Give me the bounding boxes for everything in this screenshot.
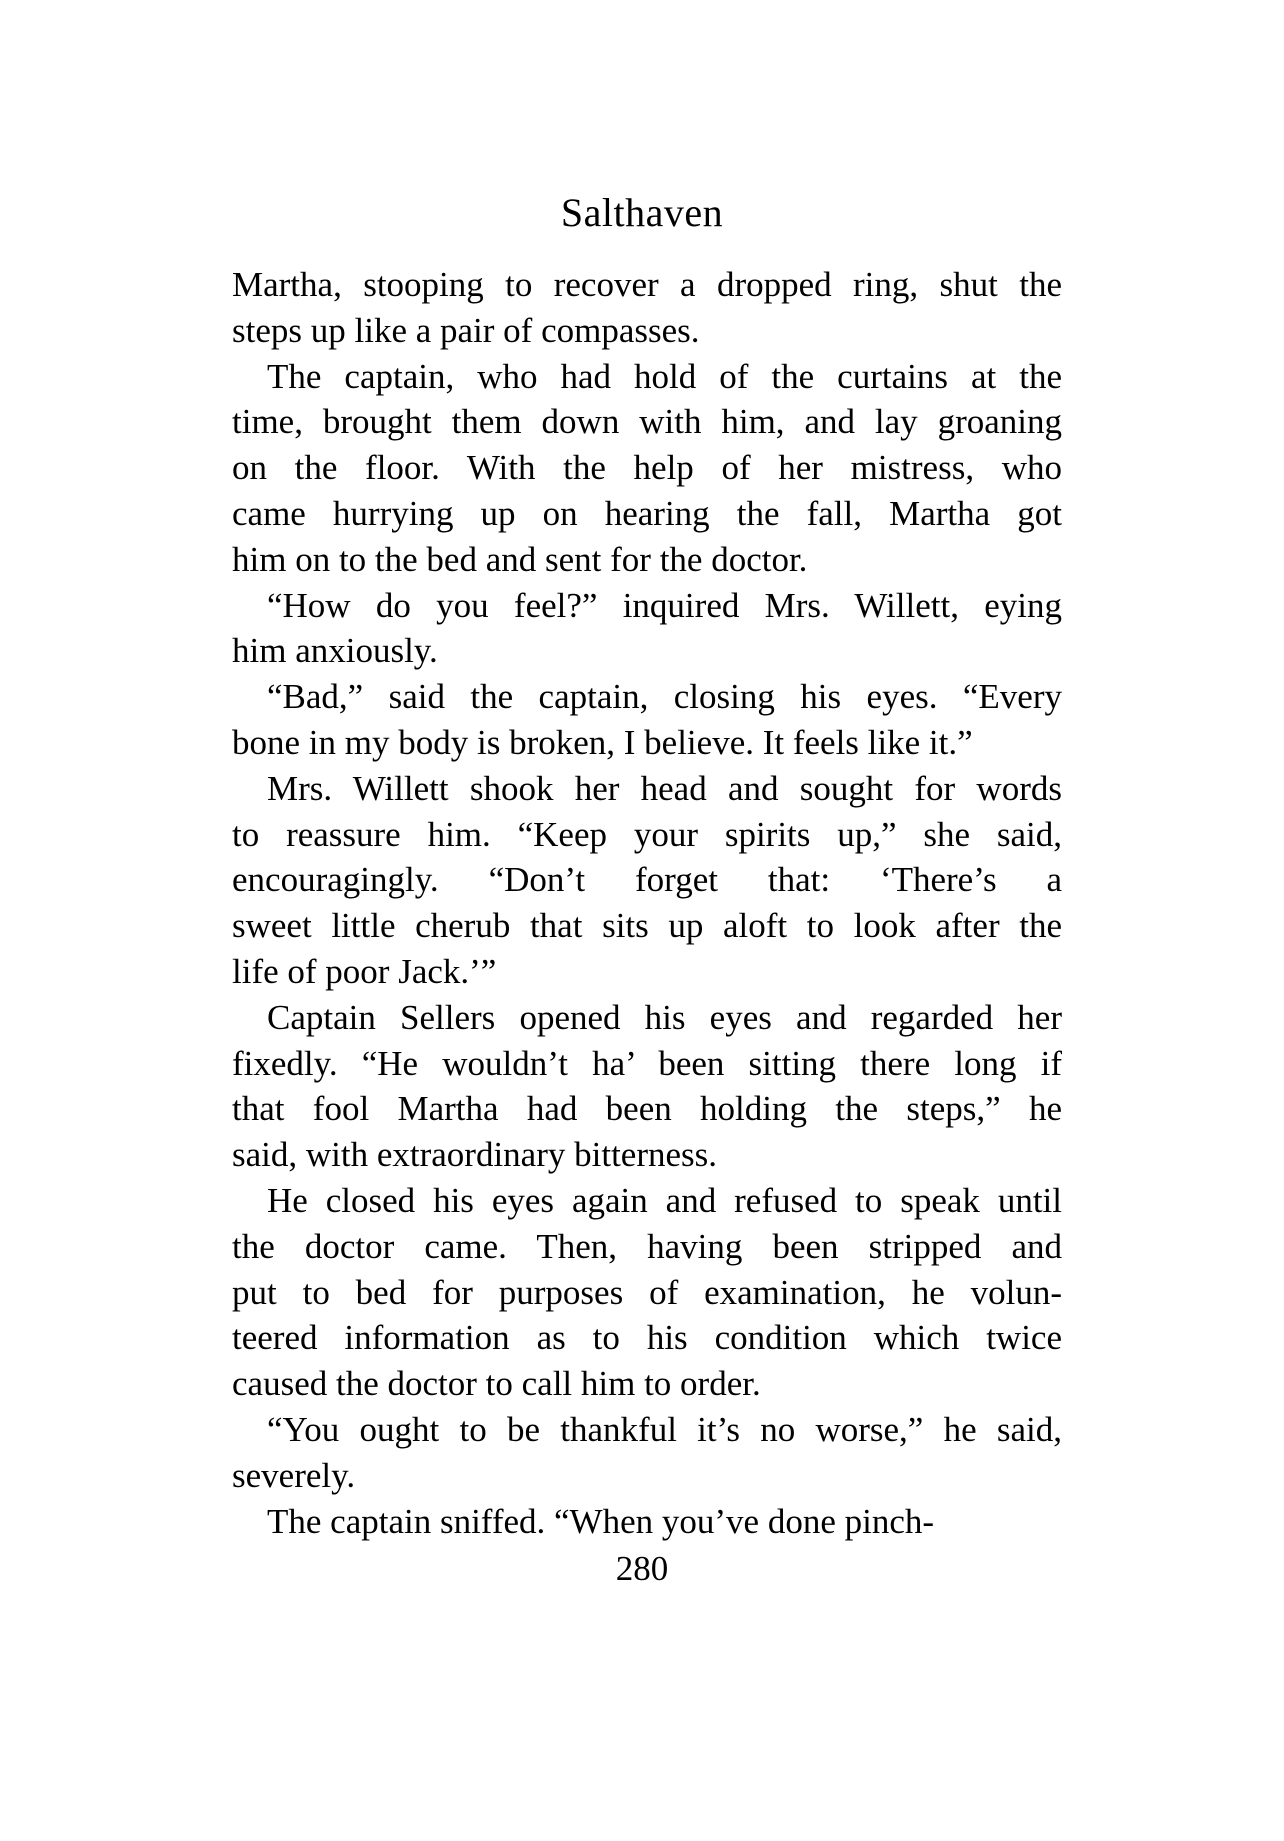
text-line: The captain, who had hold of the curtains at the bbox=[267, 356, 1062, 396]
text-line: the doctor came. Then, having been stripped and bbox=[232, 1226, 1062, 1266]
text-line: him on to the bed and sent for the doctor. bbox=[232, 539, 808, 579]
text-line: time, brought them down with him, and lay groaning bbox=[232, 402, 1062, 442]
text-line: severely. bbox=[232, 1455, 356, 1495]
text-line: “You ought to be thankful it’s no worse,” he said, bbox=[267, 1409, 1062, 1449]
body-text bbox=[232, 262, 1062, 1544]
text-line: on the floor. With the help of her mistress, who bbox=[232, 448, 1062, 488]
text-line: “Bad,” said the captain, closing his eyes. “Every bbox=[267, 677, 1062, 717]
text-line: teered information as to his condition which twice bbox=[232, 1318, 1062, 1358]
text-line: fixedly. “He wouldn’t ha’ been sitting there long if bbox=[232, 1043, 1062, 1083]
paragraph bbox=[232, 674, 1062, 766]
text-line: The captain sniffed. “When you’ve done pinch- bbox=[267, 1501, 935, 1541]
paragraph bbox=[232, 583, 1062, 675]
text-line: encouragingly. “Don’t forget that: ‘There’s a bbox=[232, 860, 1062, 900]
text-line: Captain Sellers opened his eyes and regarded her bbox=[267, 997, 1062, 1037]
paragraph bbox=[232, 1499, 1062, 1545]
text-line: him anxiously. bbox=[232, 631, 438, 671]
text-line: Martha, stooping to recover a dropped ring, shut the bbox=[232, 265, 1062, 304]
running-head: Salthaven bbox=[560, 190, 724, 235]
text-line: He closed his eyes again and refused to speak until bbox=[267, 1180, 1062, 1220]
text-line: steps up like a pair of compasses. bbox=[232, 310, 700, 350]
text-line: to reassure him. “Keep your spirits up,” she said, bbox=[232, 814, 1062, 854]
text-line: “How do you feel?” inquired Mrs. Willett, eying bbox=[267, 585, 1062, 625]
text-line: bone in my body is broken, I believe. It feels like it.” bbox=[232, 722, 973, 762]
text-line: Mrs. Willett shook her head and sought for words bbox=[267, 768, 1062, 808]
text-line: that fool Martha had been holding the steps,” he bbox=[232, 1089, 1062, 1129]
paragraph bbox=[232, 1407, 1062, 1499]
text-line: sweet little cherub that sits up aloft to look after the bbox=[232, 906, 1062, 946]
text-line: said, with extraordinary bitterness. bbox=[232, 1135, 718, 1175]
text-line: caused the doctor to call him to order. bbox=[232, 1364, 761, 1404]
paragraph bbox=[232, 766, 1062, 995]
text-line: put to bed for purposes of examination, he volun- bbox=[232, 1272, 1062, 1312]
paragraph bbox=[232, 995, 1062, 1178]
text-line: life of poor Jack.’” bbox=[232, 951, 497, 991]
page-number: 280 bbox=[615, 1549, 669, 1588]
paragraph bbox=[232, 262, 1062, 354]
paragraph bbox=[232, 354, 1062, 583]
paragraph bbox=[232, 1178, 1062, 1407]
text-line: came hurrying up on hearing the fall, Martha got bbox=[232, 493, 1062, 533]
